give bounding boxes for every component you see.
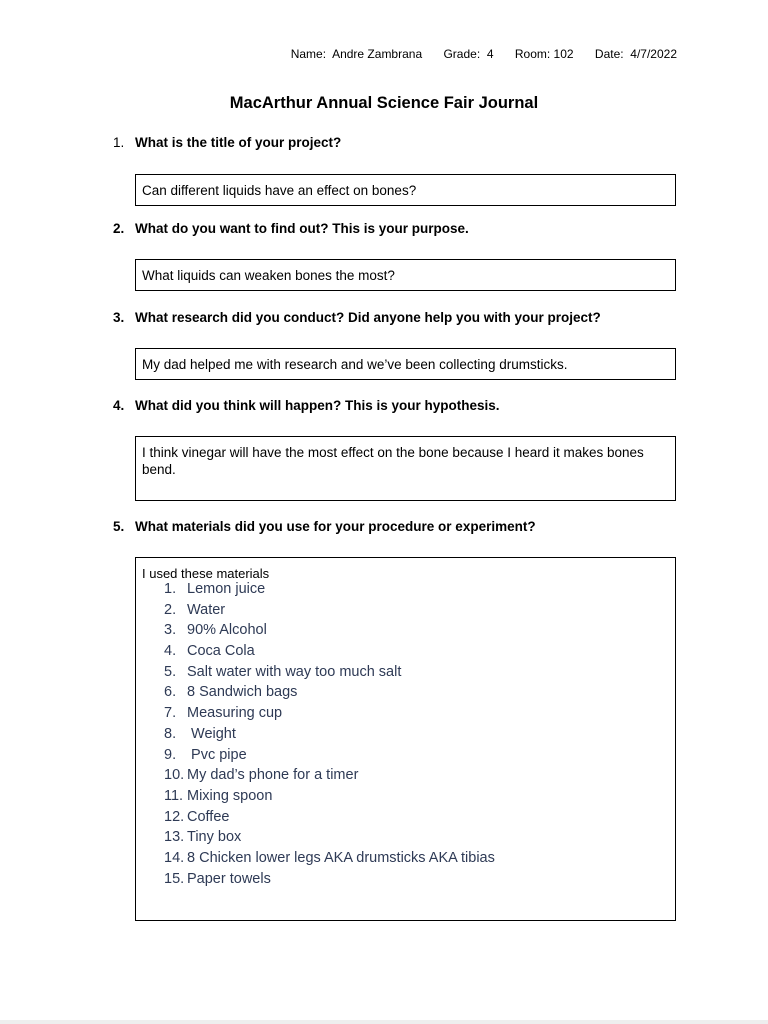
grade-value: 4 (486, 47, 494, 61)
list-item (164, 682, 495, 703)
answer-box-4[interactable] (135, 436, 676, 501)
answer-text: I think vinegar will have the most effect on the bone because I heard it makes bones bend. (142, 445, 644, 477)
question-text: What research did you conduct? Did anyone help you with your project? (135, 310, 601, 325)
list-item (164, 662, 495, 683)
item-number: 6. (164, 684, 177, 701)
answer-box-5[interactable] (135, 557, 676, 921)
list-item (164, 620, 495, 641)
item-number: 4. (164, 643, 177, 660)
item-text: Water (187, 601, 226, 618)
answer-text: My dad helped me with research and we’ve been collecting drumsticks. (142, 357, 568, 372)
item-text: 90% Alcohol (187, 622, 267, 639)
name-value: Andre Zambrana (332, 47, 423, 61)
answer-text: Can different liquids have an effect on bones? (142, 183, 417, 198)
item-text: Tiny box (187, 829, 242, 846)
list-item (164, 807, 495, 828)
list-item (164, 827, 495, 848)
item-number: 9. (164, 746, 177, 763)
item-text: Measuring cup (187, 705, 283, 722)
item-number: 10. (164, 767, 185, 784)
item-number: 11. (164, 787, 184, 804)
answer-box-1[interactable] (135, 174, 676, 206)
room-field (515, 47, 574, 61)
question-number: 5. (113, 519, 125, 534)
answer-text: I used these materials (142, 566, 270, 581)
date-label: Date: (594, 47, 624, 61)
question-number: 1. (113, 135, 125, 150)
answer-box-3[interactable] (135, 348, 676, 380)
item-number: 3. (164, 622, 177, 639)
room-value: 102 (553, 47, 574, 61)
list-item (164, 724, 495, 745)
student-info-header (291, 47, 677, 61)
question-text: What materials did you use for your procedure or experiment? (135, 519, 536, 534)
list-item (164, 703, 495, 724)
item-number: 12. (164, 808, 185, 825)
list-item (164, 786, 495, 807)
item-number: 8. (164, 725, 177, 742)
item-number: 7. (164, 705, 177, 722)
question-4 (113, 398, 500, 413)
list-item (164, 745, 495, 766)
list-item (164, 869, 495, 890)
list-item (164, 765, 495, 786)
list-item (164, 848, 495, 869)
question-text: What do you want to find out? This is your purpose. (135, 221, 469, 236)
question-2 (113, 221, 469, 236)
name-label: Name: (290, 47, 327, 61)
item-text: Mixing spoon (187, 787, 273, 804)
answer-text: What liquids can weaken bones the most? (142, 268, 395, 283)
item-number: 13. (164, 829, 185, 846)
list-item (164, 600, 495, 621)
grade-field (443, 47, 493, 61)
question-number: 3. (113, 310, 125, 325)
materials-list (164, 579, 495, 889)
question-3 (113, 310, 601, 325)
item-text: My dad’s phone for a timer (187, 767, 359, 784)
room-label: Room: (514, 47, 551, 61)
question-text: What did you think will happen? This is your hypothesis. (135, 398, 500, 413)
item-text: Lemon juice (187, 581, 266, 597)
question-text: What is the title of your project? (135, 135, 342, 150)
grade-label: Grade: (443, 47, 481, 61)
answer-box-2[interactable] (135, 259, 676, 291)
list-item (164, 579, 495, 600)
item-text: Weight (187, 725, 236, 742)
name-field (291, 47, 422, 61)
item-number: 1. (164, 581, 177, 597)
item-number: 5. (164, 663, 177, 680)
item-number: 15. (164, 870, 185, 887)
item-number: 14. (164, 849, 185, 866)
list-item (164, 641, 495, 662)
item-text: 8 Sandwich bags (187, 684, 298, 701)
question-number: 4. (113, 398, 125, 413)
question-1 (113, 135, 341, 150)
question-5 (113, 519, 536, 534)
item-text: Pvc pipe (187, 746, 247, 763)
page-title: MacArthur Annual Science Fair Journal (229, 94, 539, 112)
item-text: Coffee (187, 808, 230, 825)
question-number: 2. (113, 221, 125, 236)
item-text: 8 Chicken lower legs AKA drumsticks AKA tibias (187, 849, 495, 866)
date-field (595, 47, 677, 61)
page-bottom-edge (0, 1020, 768, 1024)
item-text: Salt water with way too much salt (187, 663, 402, 680)
item-number: 2. (164, 601, 177, 618)
item-text: Coca Cola (187, 643, 255, 660)
item-text: Paper towels (187, 870, 271, 887)
date-value: 4/7/2022 (630, 47, 677, 61)
